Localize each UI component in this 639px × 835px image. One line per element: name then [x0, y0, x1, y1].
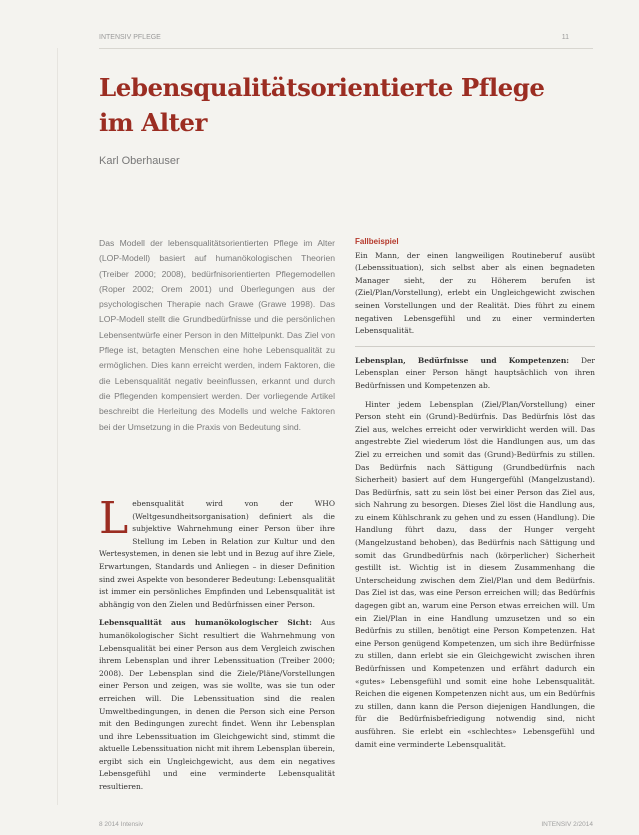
running-head: [99, 34, 569, 41]
page-number: 11: [561, 34, 569, 41]
subhead-humanecology: Lebensqualität aus humanökologischer Sicht:: [99, 618, 312, 628]
case-example-label: Fallbeispiel: [355, 237, 399, 246]
section-humanecology: [99, 617, 335, 793]
subhead-lifeplan: Lebensplan, Bedürfnisse und Kompetenzen:: [355, 355, 570, 365]
drop-cap: L: [99, 493, 129, 544]
humanecology-text: Aus humanökologischer Sicht resultiert die Wahrnehmung von Lebensqualität bei einer Person aus dem Vergleich zwischen ihrem Lebensplan und ihrer Lebenssituation (Treiber 2000; 2008). Der Lebensplan sind die Ziele/Pläne/Vorstellungen einer Person und zeigen, was sie wollte, was sie tun oder erreichen will. Die Lebenssituation sind die realen Umweltbedingungen, in denen die Person sich eine Person mit den Bedingungen zurecht findet. Wenn ihr Lebensplan und ihre Lebenssituation im Gleichgewicht sind, stimmt die aktuelle Lebenssituation nicht mit ihrem Lebensplan überein, ergibt sich ein Ungleichgewicht, aus dem ein negatives Lebensgefühl und eine verminderte Lebensqualität resultieren.: [99, 618, 335, 792]
needs-paragraph: Hinter jedem Lebensplan (Ziel/Plan/Vorstellung) einer Person steht ein (Grund)-Bedürfnis. Das Bedürfnis löst das Ziel aus, welches erreicht oder verwirklicht werden will. Das angestrebte Ziel wiederum löst die Handlungen aus, um das Ziel zu erreichen und somit das (Grund)-Bedürfnis zu stillen. Das Bedürfnis nach Sättigung (Grundbedürfnis nach Sicherheit) basiert auf dem Hungergefühl (Mangelzustand). Das Bedürfnis, satt zu sein löst bei einer Person das Ziel aus, sich Nahrung zu besorgen. Dieses Ziel löst die Handlung aus, zu einem Kühlschrank zu gehen und zu essen (Handlung). Die Handlung führt dazu, dass der Hunger vergeht (Mangelzustand behoben), das Bedürfnis nach Sättigung und somit das Grundbedürfnis nach (körperlicher) Sicherheit gestillt ist. Wichtig ist in diesem Zusammenhang die Unterscheidung zwischen dem Ziel/Plan und dem Bedürfnis. Das Ziel ist das, was eine Person erreichen will; das Bedürfnis dagegen gibt an, warum eine Person etwas erreichen will. Um ein Ziel/Plan in eine Handlung umzusetzen und so ein Bedürfnis zu stillen, benötigt eine Person Kompetenzen. Hat eine Person genügend Kompetenzen, um sich ihre Bedürfnisse zu stillen, dann erlebt sie ein Gleichgewicht zwischen ihren Bedürfnissen und Kompetenzen und erfährt dadurch ein «gutes» Lebensgefühl und somit eine hohe Lebensqualität. Reichen die eigenen Kompetenzen nicht aus, um ein Bedürfnis zu stillen, dann kann die Person diejenigen Handlungen, die für die Bedürfnisbefriedigung notwendig sind, nicht ausführen. Sie erlebt ein «schlechtes» Lebensgefühl und damit eine verminderte Lebensqualität.: [355, 399, 595, 749]
abstract: Das Modell der lebensqualitätsorientierten Pflege im Alter (LOP-Modell) basiert auf humanökologischen Theorien (Treiber 2000; 2008), bedürfnisorientierten Pflegemodellen (Roper 2002; Orem 2001) und Überlegungen aus der psychologischen Therapie nach Grawe (Grawe 1998). Das LOP-Modell stellt die Grundbedürfnisse und die persönlichen Lebensentwürfe einer Person in den Mittelpunkt. Das Ziel von Pflege ist, betagten Menschen eine hohe Lebensqualität zu ermöglichen. Dies kann erreicht werden, indem Faktoren, die die Lebensqualität negativ beeinflussen, erkannt und durch die Pflegenden kompensiert werden. Der vorliegende Artikel beschreibt die Herleitung des Modells und welche Faktoren bei der Umsetzung in die Praxis von Bedeutung sind.: [99, 238, 335, 432]
intro-paragraph: [99, 493, 335, 611]
header-rule: [99, 48, 593, 49]
body-column-right: [355, 236, 595, 757]
article-title: Lebensqualitätsorientierte Pflege im Alter: [99, 73, 545, 137]
body-column-left: [99, 493, 335, 800]
case-example-box: [355, 236, 595, 347]
author-name: Karl Oberhauser: [99, 155, 180, 167]
margin-rule: [57, 48, 58, 805]
intro-text: ebensqualität wird von der WHO (Weltgesundheitsorganisation) definiert als die subjektive Wahrnehmung einer Person über ihre Stellung im Leben in Relation zur Kultur und den Wertesystemen, in denen sie lebt und in Bezug auf ihre Ziele, Erwartungen, Standards und Anliegen – in dieser Definition sind zwei Aspekte von besonderer Bedeutung: Lebensqualität ist immer ein persönliches Empfinden und Lebensqualität ist abhängig von den Zielen und Bedürfnissen einer Person.: [99, 499, 335, 609]
footer-right: INTENSIV 2/2014: [541, 821, 593, 828]
case-example-text: Ein Mann, der einen langweiligen Routineberuf ausübt (Lebenssituation), sich selbst aber als einen begnadeten Manager sieht, der zu Höherem berufen ist (Ziel/Plan/Vorstellung), erlebt ein Ungleichgewicht zwischen seinen Vorstellungen und der Realität. Dies führt zu einem negativen Lebensgefühl und zu einer verminderten Lebensqualität.: [355, 250, 595, 336]
section-lifeplan: [355, 355, 595, 393]
page-footer: [99, 821, 593, 828]
footer-left: 8 2014 Intensiv: [99, 821, 144, 828]
running-head-left: INTENSIV PFLEGE: [99, 34, 161, 41]
lifeplan-text: Der Lebensplan einer Person hängt hauptsächlich von ihren Bedürfnissen und Kompetenzen ab.: [355, 355, 596, 390]
